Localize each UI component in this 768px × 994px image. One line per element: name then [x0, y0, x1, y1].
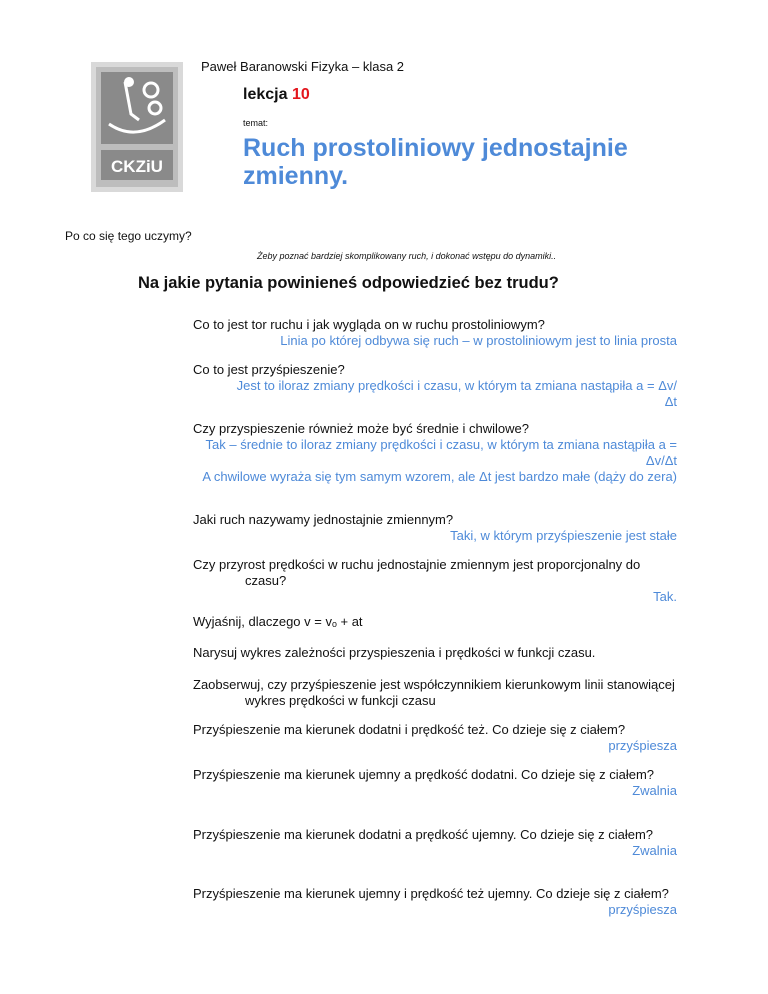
question: Czy przyspieszenie również może być średnie i chwilowe? [193, 421, 529, 436]
answer: przyśpiesza [608, 738, 677, 753]
page-title: Ruch prostoliniowy jednostajnie zmienny. [243, 134, 628, 190]
question: Narysuj wykres zależności przyspieszenia i prędkości w funkcji czasu. [193, 645, 596, 660]
logo-text: CKZiU [111, 157, 163, 176]
qa-item [193, 677, 677, 709]
answer: Jest to iloraz zmiany prędkości i czasu, w którym ta zmiana nastąpiła a = Δv/Δt [236, 378, 677, 409]
qa-item [193, 722, 677, 754]
qa-item [193, 614, 677, 630]
qa-item [193, 767, 677, 799]
answer: Linia po której odbywa się ruch – w prostoliniowym jest to linia prosta [280, 333, 677, 348]
lesson-label: lekcja 10 [243, 86, 310, 103]
topic-label: temat: [243, 118, 269, 128]
question: Przyśpieszenie ma kierunek ujemny i prędkość też ujemny. Co dzieje się z ciałem? [193, 886, 669, 901]
qa-item [193, 317, 677, 349]
qa-item [193, 557, 677, 605]
question: Jaki ruch nazywamy jednostajnie zmiennym? [193, 512, 454, 527]
purpose-question: Po co się tego uczymy? [65, 229, 192, 243]
question: Co to jest tor ruchu i jak wygląda on w ruchu prostoliniowym? [193, 317, 545, 332]
ckziu-logo [91, 62, 183, 192]
question: Wyjaśnij, dlaczego v = vₒ + at [193, 614, 363, 629]
answer: Tak. [653, 589, 677, 604]
qa-item [193, 886, 677, 918]
answer: Taki, w którym przyśpieszenie jest stałe [450, 528, 677, 543]
answer: Zwalnia [632, 783, 677, 798]
question: Przyśpieszenie ma kierunek ujemny a prędkość dodatni. Co dzieje się z ciałem? [193, 767, 654, 782]
question: Przyśpieszenie ma kierunek dodatni a prędkość ujemny. Co dzieje się z ciałem? [193, 827, 654, 842]
qa-item [193, 827, 677, 859]
qa-item [193, 362, 677, 410]
purpose-answer: Żeby poznać bardziej skomplikowany ruch, i dokonać wstępu do dynamiki.. [257, 251, 557, 261]
question: Zaobserwuj, czy przyśpieszenie jest współczynnikiem kierunkowym linii stanowiącej wykres prędkości w funkcji czasu [193, 677, 675, 708]
answer: Zwalnia [632, 843, 677, 858]
qa-item [193, 512, 677, 544]
qa-item [193, 421, 677, 485]
answer: Tak – średnie to iloraz zmiany prędkości i czasu, w którym ta zmiana nastąpiła a = Δv/Δt A chwilowe wyraża się tym samym wzorem, ale Δt jest bardzo małe (dąży do zera) [202, 437, 677, 484]
question: Czy przyrost prędkości w ruchu jednostajnie zmiennym jest proporcjonalny do czasu? [193, 557, 641, 588]
answer: przyśpiesza [608, 902, 677, 917]
question: Przyśpieszenie ma kierunek dodatni i prędkość też. Co dzieje się z ciałem? [193, 722, 626, 737]
question: Co to jest przyśpieszenie? [193, 362, 345, 377]
lesson-number: 10 [291, 86, 310, 103]
qa-item [193, 645, 677, 661]
author-line: Paweł Baranowski Fizyka – klasa 2 [201, 59, 405, 74]
section-heading: Na jakie pytania powinieneś odpowiedzieć bez trudu? [138, 274, 559, 292]
